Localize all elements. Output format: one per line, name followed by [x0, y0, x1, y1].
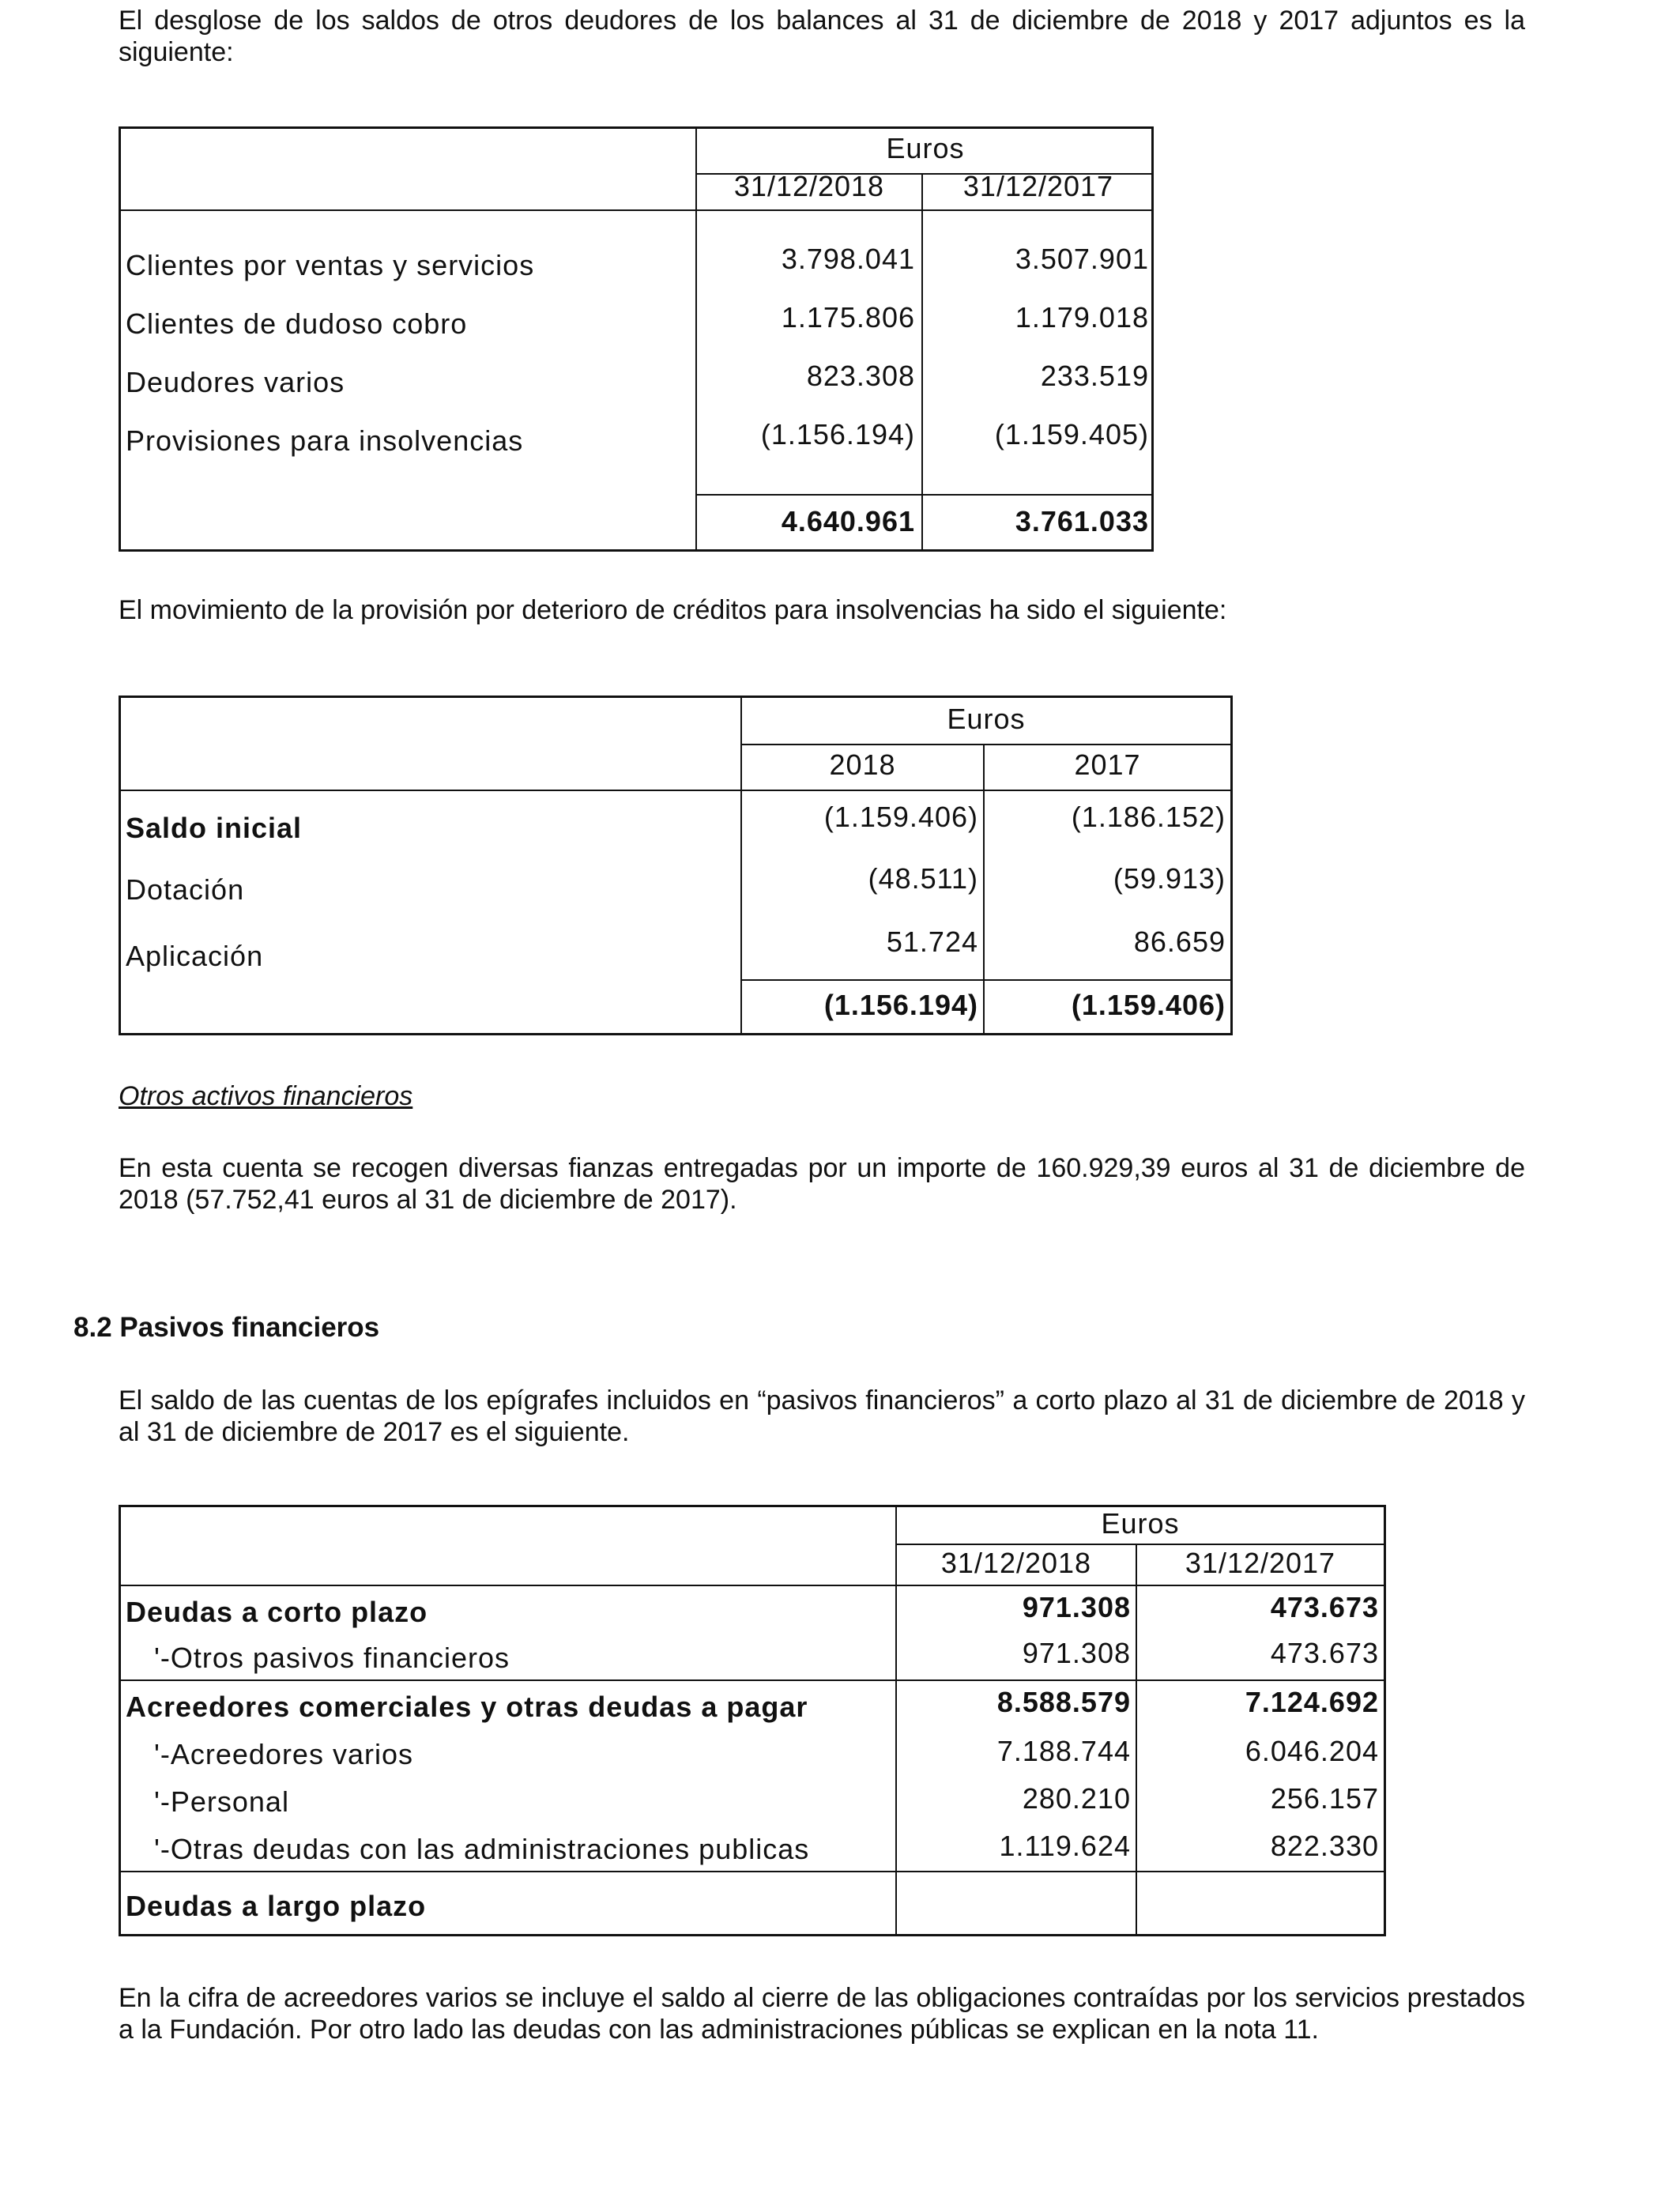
row-value-2018: (48.511) — [868, 862, 978, 895]
row-value-2018: (1.159.406) — [823, 801, 978, 833]
row-value-2017: (1.186.152) — [1071, 801, 1226, 833]
header-bottom-line — [121, 790, 1230, 791]
header-bottom-line — [121, 209, 1151, 211]
row-value-2017: (1.159.405) — [994, 418, 1149, 450]
row-value-2018: 51.724 — [886, 925, 978, 958]
row-value-2018: 1.175.806 — [781, 301, 915, 334]
row-value-2018: 971.308 — [1022, 1591, 1131, 1623]
column-header-2017: 2017 — [1074, 748, 1141, 781]
row-label: '-Acreedores varios — [154, 1738, 413, 1770]
group-header: Euros — [947, 703, 1026, 735]
total-2018: (1.156.194) — [823, 989, 978, 1021]
row-value-2018: 7.188.744 — [996, 1735, 1131, 1767]
debtors-table — [119, 126, 1154, 552]
header-divider — [895, 1544, 1384, 1545]
row-value-2017: 233.519 — [1040, 360, 1149, 392]
row-value-2018: (1.156.194) — [760, 418, 915, 450]
row-value-2018: 823.308 — [806, 360, 915, 392]
movement-paragraph: El movimiento de la provisión por deterioro de créditos para insolvencias ha sido el siguiente: — [119, 595, 1227, 625]
total-2017: 3.761.033 — [1015, 505, 1149, 537]
intro-paragraph: El desglose de los saldos de otros deudores de los balances al 31 de diciembre de 2018 y 2017 adjuntos es la siguiente: — [119, 6, 1525, 67]
row-label: Clientes por ventas y servicios — [126, 249, 535, 281]
row-label: '-Otros pasivos financieros — [154, 1642, 510, 1674]
row-value-2018: 8.588.579 — [996, 1686, 1131, 1718]
row-label: Clientes de dudoso cobro — [126, 307, 468, 340]
column-header-2018: 31/12/2018 — [733, 170, 885, 202]
column-header-2018: 2018 — [829, 748, 896, 781]
row-value-2017: 3.507.901 — [1015, 243, 1149, 275]
other-assets-subheading: Otros activos financieros — [119, 1081, 413, 1111]
other-assets-paragraph: En esta cuenta se recogen diversas fianzas entregadas por un importe de 160.929,39 euros al 31 de diciembre de 2018 (57.752,41 euros al 31 de diciembre de 2017). — [119, 1153, 1525, 1215]
row-value-2018: 971.308 — [1022, 1637, 1131, 1669]
closing-paragraph: En la cifra de acreedores varios se incluye el saldo al cierre de las obligaciones contraídas por los servicios prestados a la Fundación. Por otro lado las deudas con las administraciones públicas se explican en la nota 11. — [119, 1983, 1525, 2045]
row-label: Deudores varios — [126, 366, 345, 398]
row-value-2017: 473.673 — [1270, 1591, 1379, 1623]
row-label: Deudas a largo plazo — [126, 1890, 427, 1922]
row-value-2017: 256.157 — [1270, 1782, 1379, 1815]
group-divider — [121, 1679, 1384, 1681]
group-header: Euros — [1101, 1507, 1180, 1540]
column-header-2018: 31/12/2018 — [940, 1547, 1092, 1579]
provision-movement-table — [119, 696, 1233, 1035]
row-value-2017: 822.330 — [1270, 1830, 1379, 1862]
group-header: Euros — [886, 132, 965, 164]
row-label: Acreedores comerciales y otras deudas a pagar — [126, 1691, 808, 1723]
liabilities-table — [119, 1505, 1386, 1936]
row-value-2017: 7.124.692 — [1245, 1686, 1379, 1718]
total-line — [740, 979, 1230, 981]
total-2018: 4.640.961 — [781, 505, 915, 537]
row-value-2017: (59.913) — [1113, 862, 1226, 895]
section-heading: 8.2 Pasivos financieros — [73, 1312, 380, 1343]
row-label: Deudas a corto plazo — [126, 1596, 428, 1628]
row-value-2018: 1.119.624 — [999, 1830, 1131, 1862]
row-value-2017: 6.046.204 — [1245, 1735, 1379, 1767]
row-label: '-Otras deudas con las administraciones publicas — [154, 1833, 810, 1865]
row-value-2017: 1.179.018 — [1015, 301, 1149, 334]
row-value-2017: 473.673 — [1270, 1637, 1379, 1669]
row-label: Aplicación — [126, 940, 264, 972]
liabilities-paragraph: El saldo de las cuentas de los epígrafes incluidos en “pasivos financieros” a corto plazo al 31 de diciembre de 2018 y al 31 de diciembre de 2017 es el siguiente. — [119, 1385, 1525, 1447]
row-value-2017: 86.659 — [1133, 925, 1226, 958]
row-label: '-Personal — [154, 1785, 289, 1818]
total-line — [695, 494, 1154, 496]
row-label: Dotación — [126, 873, 245, 906]
header-bottom-line — [121, 1585, 1384, 1586]
column-header-2017: 31/12/2017 — [1185, 1547, 1336, 1579]
header-divider — [740, 744, 1230, 745]
row-value-2018: 3.798.041 — [781, 243, 915, 275]
total-2017: (1.159.406) — [1071, 989, 1226, 1021]
row-value-2018: 280.210 — [1022, 1782, 1131, 1815]
row-label: Saldo inicial — [126, 812, 303, 844]
row-label: Provisiones para insolvencias — [126, 424, 524, 457]
column-header-2017: 31/12/2017 — [962, 170, 1114, 202]
group-divider — [121, 1871, 1384, 1872]
